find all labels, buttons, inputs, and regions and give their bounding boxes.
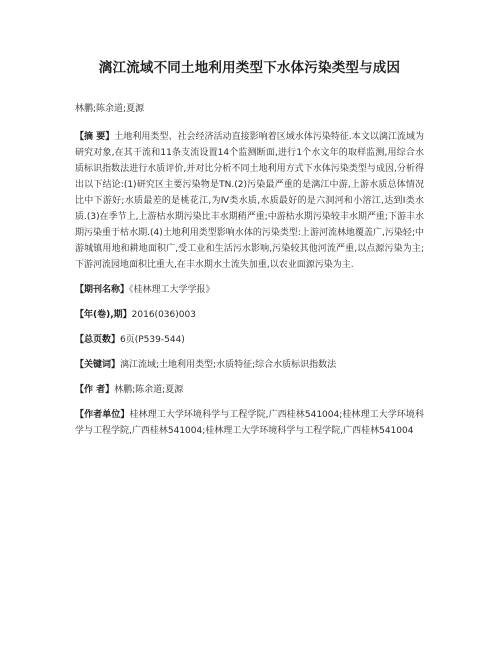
- keywords-value: 漓江流域;土地利用类型;水质特征;综合水质标识指数法: [120, 360, 337, 370]
- affiliation-label: 【作者单位】: [75, 410, 130, 420]
- author-line: 林鹏;陈余道;夏源: [75, 104, 145, 114]
- keywords-label: 【关键词】: [75, 360, 121, 370]
- abstract-text: 土地利用类型、社会经济活动直接影响着区域水体污染特征.本文以漓江流域为研究对象,在其干流和11条支流设置14个监测断面,进行1个水文年的取样监测,用综合水质标识指数法进行水质评价,并对比分析不同土地利用方式下水体污染类型与成因,分析得出以下结论:(1)研究区主要污染物是TN.(2)污染最严重的是漓江中游,上游水质总体情况比中下游好;水质最差的是桃花江,为Ⅳ类水质,水质最好的是六洞河和小溶江,达到Ⅰ类水质.(3)在季节上,上游枯水期污染比丰水期稍严重;中游枯水期污染较丰水期严重;下游丰水期污染重于枯水期.(4)土地利用类型影响水体的污染类型:上游河流林地覆盖广,污染轻;中游城镇用地和耕地面积广,受工业和生活污水影响,污染较其他河流严重,以点源污染为主;下游河流园地面积比重大,在丰水期水土流失加重,以农业面源污染为主.: [75, 132, 424, 270]
- pages-field: [75, 332, 424, 348]
- journal-value: 《桂林理工大学学报》: [129, 285, 215, 295]
- issue-label: 【年(卷),期】: [75, 310, 132, 320]
- affiliation-value: 桂林理工大学环境科学与工程学院,广西桂林541004;桂林理工大学环境科学与工程学院,广西桂林541004;桂林理工大学环境科学与工程学院,广西桂林541004: [75, 410, 424, 436]
- author-field: [75, 382, 424, 398]
- author-field-label: 【作 者】: [75, 385, 115, 395]
- pages-value: 6页(P539-544): [120, 335, 185, 345]
- pages-label: 【总页数】: [75, 335, 121, 345]
- issue-field: [75, 307, 424, 323]
- journal-label: 【期刊名称】: [75, 285, 130, 295]
- affiliation-field: [75, 407, 424, 439]
- abstract-label: 【摘 要】: [75, 132, 115, 142]
- keywords-field: [75, 357, 424, 373]
- author-field-value: 林鹏;陈余道;夏源: [114, 385, 184, 395]
- journal-field: [75, 282, 424, 298]
- issue-value: 2016(036)003: [131, 310, 196, 320]
- page-title: 漓江流域不同土地利用类型下水体污染类型与成因: [98, 60, 401, 76]
- abstract-section: [75, 129, 424, 273]
